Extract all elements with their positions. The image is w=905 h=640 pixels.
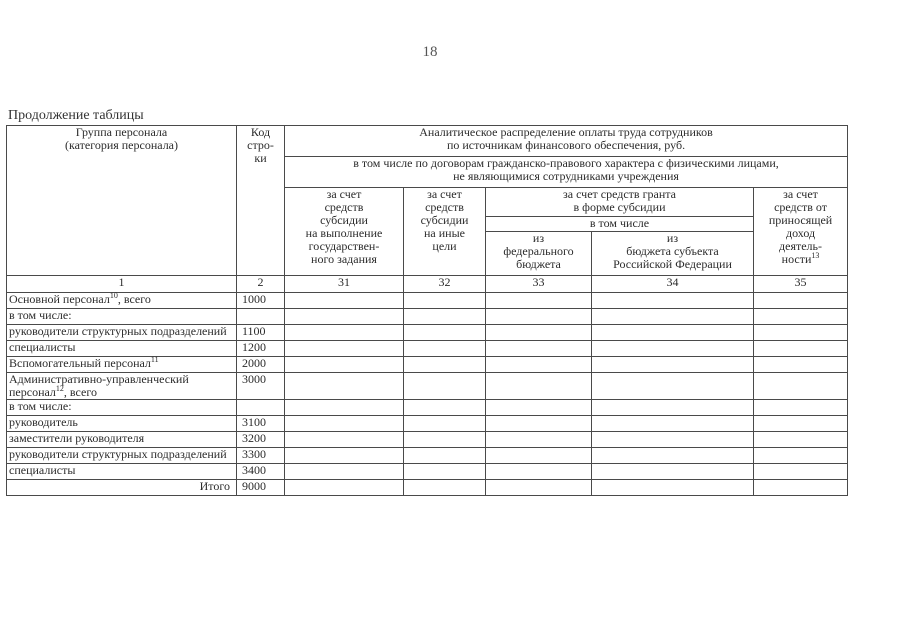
header-subsidy-state-line: средств (324, 200, 364, 214)
value-cell (486, 293, 592, 309)
value-cell (285, 293, 404, 309)
value-cell (592, 416, 754, 432)
value-cell (486, 325, 592, 341)
header-grant-line: в форме субсидии (573, 200, 666, 214)
header-code (237, 126, 285, 276)
value-cell (404, 448, 486, 464)
row-label: руководитель (7, 416, 237, 432)
value-cell (285, 432, 404, 448)
row-label: в том числе: (7, 309, 237, 325)
value-cell (285, 373, 404, 400)
footnote-12: 12 (55, 384, 64, 393)
value-cell (486, 432, 592, 448)
row-code: 1200 (237, 341, 285, 357)
header-regional-line: Российской Федерации (613, 257, 732, 271)
row-label-suffix: , всего (117, 292, 151, 306)
value-cell (592, 357, 754, 373)
value-cell (754, 448, 848, 464)
row-label: специалисты (7, 341, 237, 357)
value-cell (486, 357, 592, 373)
payroll-distribution-table (6, 125, 848, 496)
footnote-10: 10 (109, 291, 118, 300)
header-federal-line: федерального (503, 244, 574, 258)
value-cell (404, 464, 486, 480)
header-subsidy-state-line: за счет (326, 187, 362, 201)
header-contracts-line: в том числе по договорам гражданско-правового характера с физическими лицами, (353, 156, 779, 170)
value-cell (592, 373, 754, 400)
header-analytic-line: по источникам финансового обеспечения, руб. (446, 138, 686, 152)
row-code (237, 309, 285, 325)
table-row (7, 309, 848, 325)
total-label: Итого (7, 480, 237, 496)
row-code: 9000 (237, 480, 285, 496)
value-cell (592, 432, 754, 448)
header-subsidy-state-line: на выполнение (305, 226, 383, 240)
header-analytic-line: Аналитическое распределение оплаты труда сотрудников (419, 125, 713, 139)
footnote-11: 11 (150, 355, 159, 364)
row-code: 3400 (237, 464, 285, 480)
value-cell (285, 325, 404, 341)
value-cell (754, 309, 848, 325)
value-cell (285, 448, 404, 464)
header-contracts-line: не являющимися сотрудниками учреждения (453, 169, 679, 183)
value-cell (404, 293, 486, 309)
table-row (7, 432, 848, 448)
header-subsidy-state-line: субсидии (320, 213, 368, 227)
row-code: 3200 (237, 432, 285, 448)
value-cell (404, 341, 486, 357)
column-number: 34 (592, 276, 754, 293)
table-row (7, 293, 848, 309)
value-cell (754, 341, 848, 357)
value-cell (404, 480, 486, 496)
table-row (7, 448, 848, 464)
row-label: в том числе: (7, 400, 237, 416)
value-cell (754, 357, 848, 373)
header-income (754, 188, 848, 276)
table-row (7, 357, 848, 373)
header-income-line: средств от (774, 200, 827, 214)
column-number: 2 (237, 276, 285, 293)
value-cell (486, 416, 592, 432)
value-cell (754, 293, 848, 309)
value-cell (486, 341, 592, 357)
value-cell (285, 416, 404, 432)
column-number: 1 (7, 276, 237, 293)
value-cell (592, 448, 754, 464)
value-cell (404, 357, 486, 373)
value-cell (285, 400, 404, 416)
value-cell (404, 400, 486, 416)
row-label: заместители руководителя (7, 432, 237, 448)
value-cell (404, 373, 486, 400)
value-cell (285, 480, 404, 496)
row-code: 3000 (237, 373, 285, 400)
value-cell (592, 325, 754, 341)
header-federal-line: бюджета (516, 257, 561, 271)
header-code-line: стро- (247, 138, 274, 152)
table-row (7, 341, 848, 357)
header-income-line: за счет (783, 187, 818, 201)
header-subsidy-state-line: государствен- (308, 239, 380, 253)
footnote-13: 13 (811, 251, 820, 260)
header-regional (592, 232, 754, 276)
header-subsidy-other-line: средств (425, 200, 464, 214)
table-row (7, 400, 848, 416)
table-row-total (7, 480, 848, 496)
value-cell (592, 480, 754, 496)
header-grant-line: за счет средств гранта (563, 187, 676, 201)
row-label: руководители структурных подразделений (7, 325, 237, 341)
column-number: 32 (404, 276, 486, 293)
table-row (7, 325, 848, 341)
header-federal-line: из (532, 231, 545, 245)
value-cell (592, 309, 754, 325)
row-code: 2000 (237, 357, 285, 373)
value-cell (404, 416, 486, 432)
value-cell (486, 480, 592, 496)
row-label-text: Административно-управленческий персонал (9, 372, 189, 399)
header-subsidy-state-line: ного задания (311, 252, 377, 266)
header-regional-line: бюджета субъекта (626, 244, 719, 258)
value-cell (486, 309, 592, 325)
row-label (7, 373, 237, 400)
value-cell (754, 464, 848, 480)
header-income-line: приносящей (768, 213, 833, 227)
table-row (7, 464, 848, 480)
table-row (7, 416, 848, 432)
header-income-line: доход (785, 226, 816, 240)
row-code: 1100 (237, 325, 285, 341)
row-label: руководители структурных подразделений (7, 448, 237, 464)
value-cell (285, 341, 404, 357)
column-number: 31 (285, 276, 404, 293)
value-cell (486, 464, 592, 480)
value-cell (486, 448, 592, 464)
value-cell (285, 464, 404, 480)
header-code-line: ки (254, 151, 267, 165)
row-label-suffix: , всего (63, 385, 97, 399)
header-subsidy-other-line: цели (432, 239, 457, 253)
row-label: специалисты (7, 464, 237, 480)
row-label (7, 293, 237, 309)
header-regional-line: из (666, 231, 679, 245)
value-cell (754, 325, 848, 341)
header-subsidy-other (404, 188, 486, 276)
value-cell (754, 400, 848, 416)
value-cell (754, 416, 848, 432)
header-subsidy-other-line: субсидии (420, 213, 469, 227)
value-cell (285, 309, 404, 325)
header-group-line: Группа персонала (75, 125, 168, 139)
header-subsidy-other-line: за счет (427, 187, 462, 201)
row-label-text: Вспомогательный персонал (9, 356, 151, 370)
value-cell (486, 373, 592, 400)
value-cell (754, 480, 848, 496)
row-code (237, 400, 285, 416)
row-code: 1000 (237, 293, 285, 309)
value-cell (592, 400, 754, 416)
value-cell (592, 464, 754, 480)
value-cell (754, 432, 848, 448)
header-grant (486, 188, 754, 217)
table-row (7, 373, 848, 400)
header-subsidy-other-line: на иные (424, 226, 465, 240)
header-income-word: ности (781, 252, 812, 266)
header-federal (486, 232, 592, 276)
header-analytic (285, 126, 848, 157)
column-number-row (7, 276, 848, 293)
column-number: 35 (754, 276, 848, 293)
header-code-line: Код (250, 125, 271, 139)
value-cell (486, 400, 592, 416)
value-cell (754, 373, 848, 400)
row-code: 3300 (237, 448, 285, 464)
header-including: в том числе (486, 217, 754, 232)
header-income-line (756, 253, 845, 266)
header-income-line: деятель- (779, 239, 823, 253)
page-number: 18 (422, 44, 438, 60)
row-label (7, 357, 237, 373)
row-label-text: Основной персонал (9, 292, 110, 306)
header-contracts (285, 157, 848, 188)
value-cell (592, 293, 754, 309)
header-group-line: (категория персонала) (64, 138, 179, 152)
row-code: 3100 (237, 416, 285, 432)
value-cell (404, 325, 486, 341)
value-cell (592, 341, 754, 357)
value-cell (404, 309, 486, 325)
header-group (7, 126, 237, 276)
continuation-label: Продолжение таблицы (8, 108, 144, 123)
value-cell (404, 432, 486, 448)
value-cell (285, 357, 404, 373)
header-subsidy-state (285, 188, 404, 276)
column-number: 33 (486, 276, 592, 293)
